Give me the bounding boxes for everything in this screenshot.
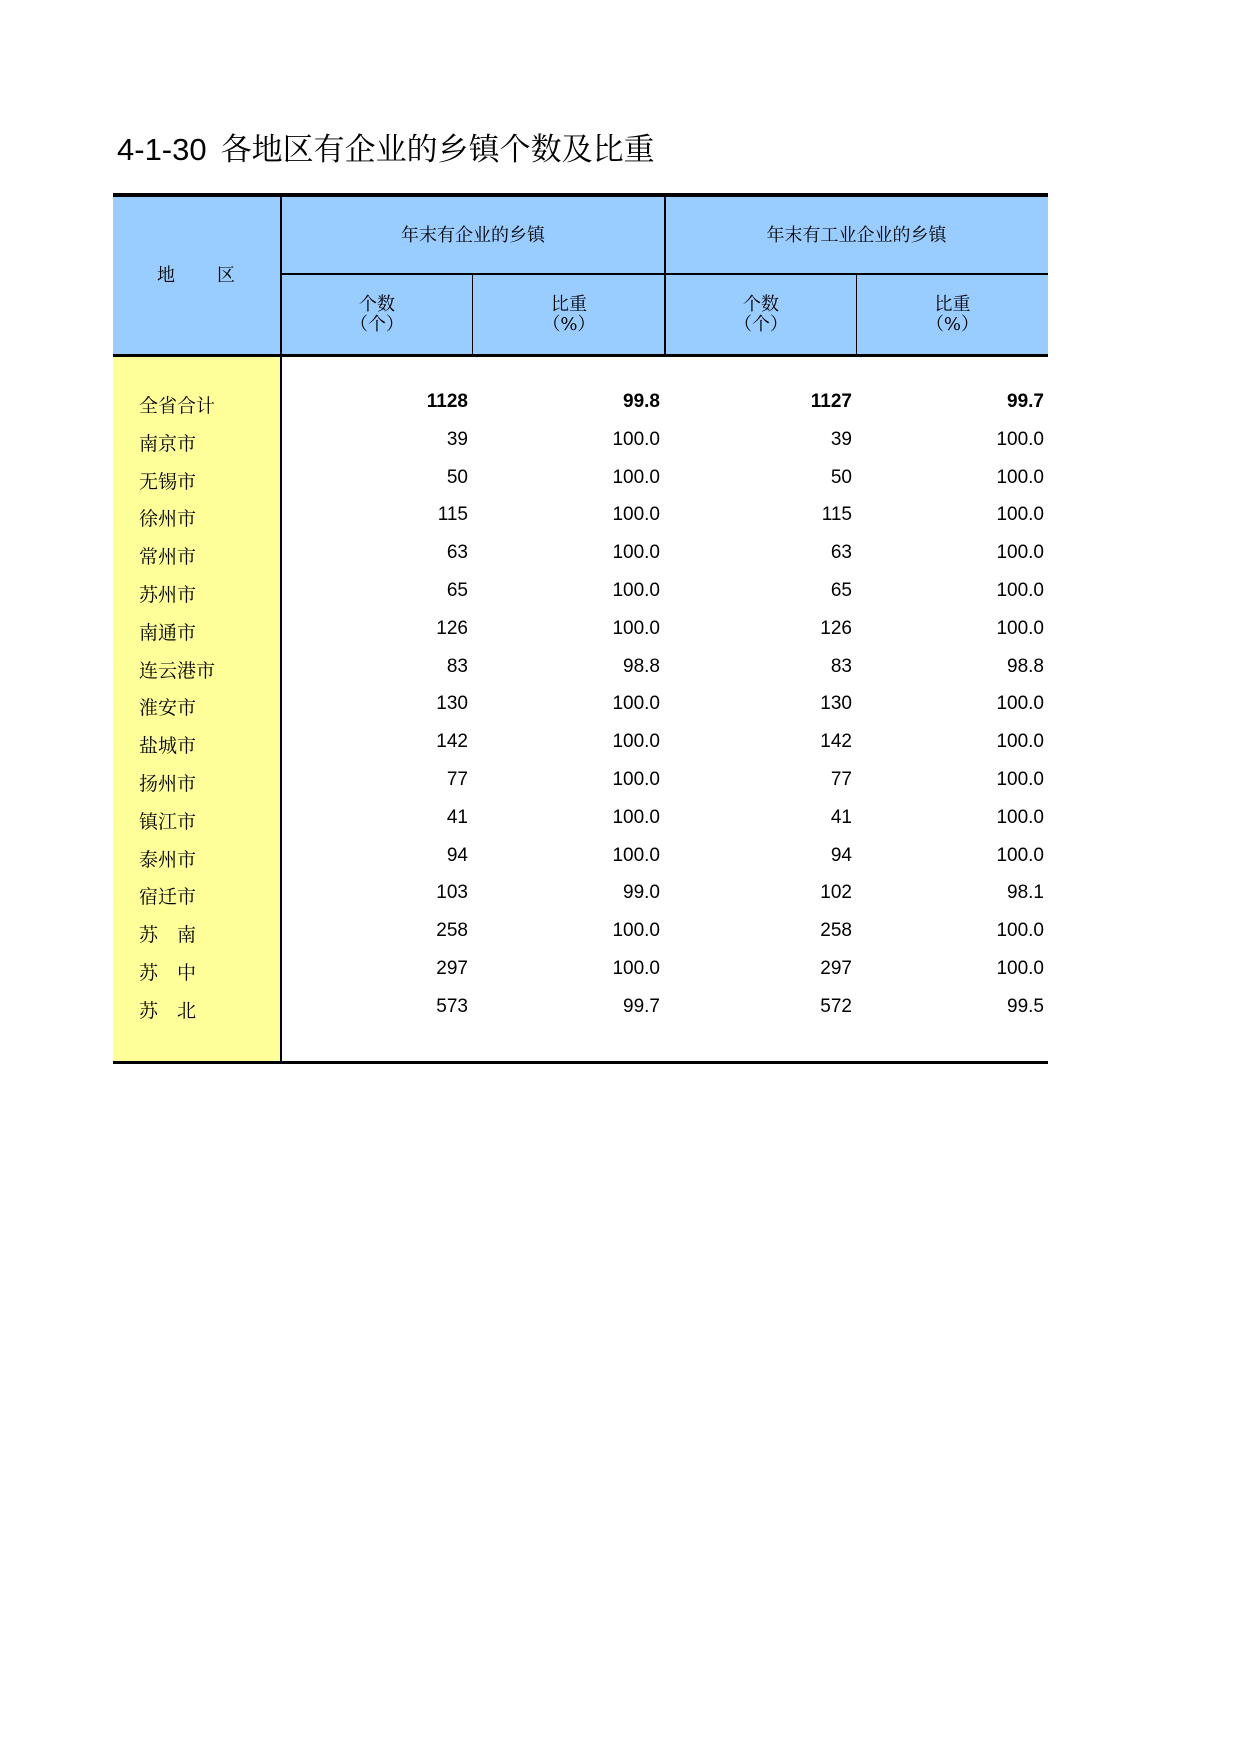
divider bbox=[472, 275, 473, 355]
table-number: 4-1-30 bbox=[117, 132, 207, 167]
header-group-industrial: 年末有工业企业的乡镇 bbox=[766, 224, 947, 246]
data-table bbox=[113, 193, 1048, 1064]
industrial-share: 100.0 bbox=[996, 542, 1044, 564]
region-name: 扬州市 bbox=[139, 773, 197, 795]
enterprise-count: 41 bbox=[446, 806, 468, 828]
enterprise-share: 99.0 bbox=[623, 882, 660, 904]
enterprise-count: 39 bbox=[446, 428, 468, 450]
enterprise-count: 103 bbox=[436, 882, 468, 904]
region-name: 盐城市 bbox=[139, 735, 197, 758]
industrial-share: 100.0 bbox=[996, 693, 1044, 715]
header-share-2 bbox=[857, 276, 1048, 354]
table-row bbox=[113, 950, 1048, 988]
industrial-share: 100.0 bbox=[996, 920, 1044, 942]
region-name: 常州市 bbox=[139, 546, 197, 569]
table-title: 各地区有企业的乡镇个数及比重 bbox=[220, 132, 655, 168]
table-row bbox=[113, 988, 1048, 1026]
enterprise-count: 142 bbox=[436, 731, 468, 753]
enterprise-share: 100.0 bbox=[612, 542, 660, 564]
enterprise-share: 98.8 bbox=[623, 655, 660, 677]
industrial-count: 65 bbox=[830, 580, 852, 601]
table-row bbox=[113, 648, 1048, 686]
table-row bbox=[113, 496, 1048, 534]
divider bbox=[281, 273, 1048, 275]
industrial-count: 83 bbox=[830, 655, 852, 677]
region-name: 泰州市 bbox=[139, 848, 197, 871]
industrial-share: 99.5 bbox=[1007, 995, 1044, 1017]
industrial-count: 258 bbox=[820, 920, 852, 942]
count-unit: （个） bbox=[350, 314, 404, 335]
region-name: 南京市 bbox=[139, 432, 197, 455]
region-name: 苏 南 bbox=[139, 924, 197, 947]
region-name: 镇江市 bbox=[139, 810, 197, 833]
enterprise-share: 100.0 bbox=[612, 428, 660, 450]
share-unit: （%） bbox=[542, 314, 596, 335]
enterprise-count: 126 bbox=[436, 617, 468, 639]
enterprise-share: 99.8 bbox=[623, 391, 660, 412]
industrial-count: 94 bbox=[830, 844, 852, 866]
header-region: 地 区 bbox=[157, 264, 237, 286]
industrial-share: 100.0 bbox=[996, 580, 1044, 601]
header-share-1 bbox=[473, 276, 665, 354]
enterprise-share: 100.0 bbox=[612, 844, 660, 866]
table-row bbox=[113, 799, 1048, 837]
count-unit: （个） bbox=[734, 314, 788, 335]
industrial-share: 100.0 bbox=[996, 769, 1044, 790]
count-label: 个数 bbox=[359, 294, 395, 315]
enterprise-count: 1128 bbox=[426, 391, 468, 412]
industrial-share: 100.0 bbox=[996, 731, 1044, 753]
table-row bbox=[113, 459, 1048, 497]
header-count-2 bbox=[665, 276, 857, 354]
table-row bbox=[113, 874, 1048, 912]
industrial-share: 100.0 bbox=[996, 466, 1044, 488]
share-label: 比重 bbox=[551, 294, 587, 315]
header-group-enterprise: 年末有企业的乡镇 bbox=[401, 224, 545, 246]
enterprise-share: 99.7 bbox=[623, 995, 660, 1017]
page-title bbox=[117, 124, 655, 169]
industrial-count: 126 bbox=[820, 617, 852, 639]
share-unit: （%） bbox=[925, 314, 980, 335]
region-name: 苏州市 bbox=[139, 584, 197, 606]
industrial-share: 99.7 bbox=[1007, 391, 1044, 412]
industrial-share: 100.0 bbox=[996, 806, 1044, 828]
table-row bbox=[113, 723, 1048, 761]
enterprise-count: 130 bbox=[436, 693, 468, 715]
industrial-count: 1127 bbox=[810, 391, 852, 412]
region-name: 淮安市 bbox=[139, 697, 197, 720]
table-row bbox=[113, 421, 1048, 459]
table-row bbox=[113, 534, 1048, 572]
enterprise-share: 100.0 bbox=[612, 466, 660, 488]
share-label: 比重 bbox=[934, 294, 971, 315]
region-name: 连云港市 bbox=[139, 659, 216, 682]
enterprise-count: 63 bbox=[446, 542, 468, 564]
industrial-count: 102 bbox=[820, 882, 852, 904]
industrial-count: 77 bbox=[830, 769, 852, 790]
industrial-count: 50 bbox=[830, 466, 852, 488]
region-name: 苏 中 bbox=[139, 962, 197, 984]
divider bbox=[856, 275, 857, 355]
industrial-count: 39 bbox=[830, 428, 852, 450]
enterprise-share: 100.0 bbox=[612, 958, 660, 979]
enterprise-count: 297 bbox=[436, 958, 468, 979]
industrial-count: 41 bbox=[830, 806, 852, 828]
industrial-share: 100.0 bbox=[996, 958, 1044, 979]
enterprise-share: 100.0 bbox=[612, 617, 660, 639]
region-name: 全省合计 bbox=[139, 395, 216, 417]
enterprise-share: 100.0 bbox=[612, 731, 660, 753]
enterprise-count: 115 bbox=[437, 504, 468, 526]
table-row bbox=[113, 610, 1048, 648]
region-name: 宿迁市 bbox=[139, 886, 197, 909]
enterprise-share: 100.0 bbox=[612, 580, 660, 601]
enterprise-count: 65 bbox=[446, 580, 468, 601]
header-count-1 bbox=[281, 276, 473, 354]
table-row bbox=[113, 685, 1048, 723]
enterprise-count: 258 bbox=[436, 920, 468, 942]
industrial-count: 130 bbox=[820, 693, 852, 715]
enterprise-count: 50 bbox=[446, 466, 468, 488]
industrial-count: 115 bbox=[821, 504, 852, 526]
count-label: 个数 bbox=[743, 294, 779, 315]
enterprise-count: 77 bbox=[446, 769, 468, 790]
industrial-count: 297 bbox=[820, 958, 852, 979]
industrial-share: 100.0 bbox=[996, 428, 1044, 450]
table-row bbox=[113, 383, 1048, 421]
enterprise-count: 94 bbox=[446, 844, 468, 866]
industrial-share: 100.0 bbox=[996, 617, 1044, 639]
table-row bbox=[113, 761, 1048, 799]
industrial-share: 98.8 bbox=[1007, 655, 1044, 677]
region-name: 无锡市 bbox=[139, 470, 197, 493]
table-row bbox=[113, 572, 1048, 610]
industrial-count: 572 bbox=[820, 995, 852, 1017]
industrial-count: 142 bbox=[820, 731, 852, 753]
enterprise-share: 100.0 bbox=[612, 769, 660, 790]
enterprise-share: 100.0 bbox=[612, 693, 660, 715]
table-bottom-rule bbox=[113, 1061, 1048, 1064]
enterprise-count: 573 bbox=[436, 995, 468, 1017]
region-name: 南通市 bbox=[139, 621, 197, 644]
industrial-share: 100.0 bbox=[996, 504, 1044, 526]
enterprise-count: 83 bbox=[446, 655, 468, 677]
enterprise-share: 100.0 bbox=[612, 920, 660, 942]
industrial-share: 100.0 bbox=[996, 844, 1044, 866]
enterprise-share: 100.0 bbox=[612, 504, 660, 526]
region-name: 苏 北 bbox=[139, 999, 197, 1022]
industrial-count: 63 bbox=[830, 542, 852, 564]
industrial-share: 98.1 bbox=[1007, 882, 1044, 904]
region-name: 徐州市 bbox=[139, 508, 197, 531]
table-row bbox=[113, 912, 1048, 950]
enterprise-share: 100.0 bbox=[612, 806, 660, 828]
table-row bbox=[113, 837, 1048, 875]
